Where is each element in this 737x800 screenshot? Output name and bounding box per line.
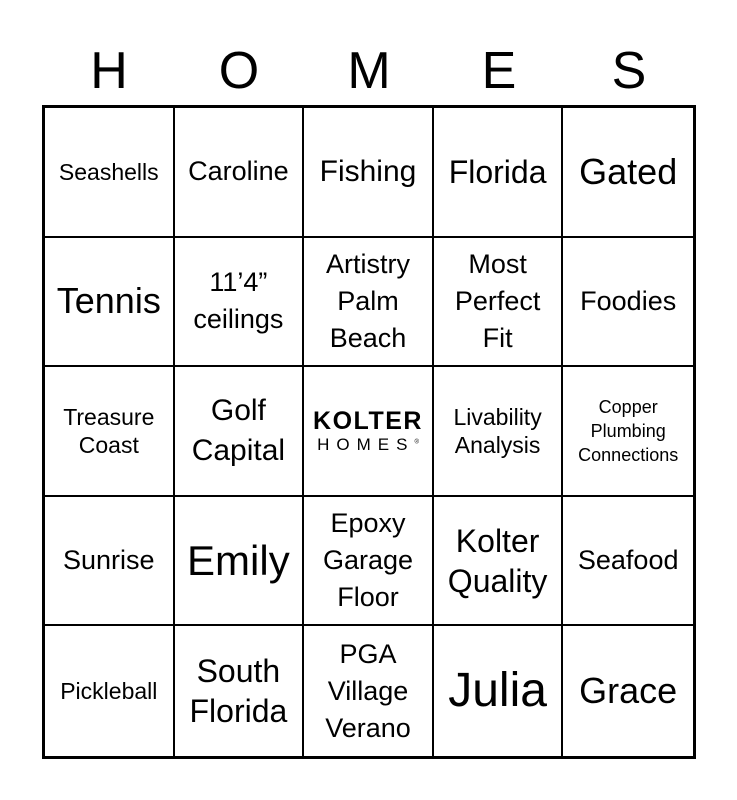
cell-text: Epoxy Garage Floor <box>322 508 414 613</box>
cell-text: Foodies <box>580 285 677 316</box>
bingo-cell-r4c3[interactable] <box>304 497 434 627</box>
logo-line-homes <box>317 436 419 453</box>
bingo-cell-r3c1[interactable] <box>45 367 175 497</box>
bingo-cell-r3c5[interactable] <box>563 367 693 497</box>
bingo-cell-r5c5[interactable] <box>563 626 693 756</box>
bingo-cell-r2c5[interactable] <box>563 238 693 368</box>
cell-text: Fishing <box>319 154 417 188</box>
bingo-cell-r5c4[interactable] <box>434 626 564 756</box>
bingo-cell-r2c2[interactable] <box>175 238 305 368</box>
cell-text: Pickleball <box>60 678 158 705</box>
logo-homes-text: HOMES <box>317 434 415 454</box>
registered-mark: ® <box>414 439 419 446</box>
bingo-cell-r1c4[interactable] <box>434 108 564 238</box>
cell-text: Livability Analysis <box>453 403 542 458</box>
cell-text: Julia <box>448 664 547 718</box>
cell-text: Seafood <box>577 545 679 576</box>
cell-text: Sunrise <box>63 545 155 576</box>
bingo-cell-r4c1[interactable] <box>45 497 175 627</box>
cell-text: Artistry Palm Beach <box>325 248 410 353</box>
cell-text: Golf Capital <box>191 393 286 467</box>
header-letter-m: M <box>347 42 391 100</box>
bingo-cell-r2c1[interactable] <box>45 238 175 368</box>
kolter-homes-logo <box>313 406 423 454</box>
bingo-cell-r4c2[interactable] <box>175 497 305 627</box>
cell-text: Florida <box>448 153 547 190</box>
bingo-cell-r1c5[interactable] <box>563 108 693 238</box>
cell-text: Emily <box>187 536 290 584</box>
bingo-cell-r4c5[interactable] <box>563 497 693 627</box>
bingo-cell-r5c1[interactable] <box>45 626 175 756</box>
header-letter-o: O <box>218 42 260 100</box>
header-letter-h: H <box>90 42 128 100</box>
bingo-board <box>42 105 696 759</box>
cell-text: Seashells <box>58 158 159 185</box>
cell-text: Grace <box>579 670 678 712</box>
bingo-header <box>44 38 694 104</box>
bingo-cell-r2c4[interactable] <box>434 238 564 368</box>
bingo-cell-r2c3[interactable] <box>304 238 434 368</box>
header-letter-s: S <box>611 42 647 100</box>
cell-text: Caroline <box>188 156 289 187</box>
bingo-cell-r5c2[interactable] <box>175 626 305 756</box>
cell-text: Copper Plumbing Connections <box>578 396 679 465</box>
cell-text: South Florida <box>189 653 288 730</box>
cell-text: Kolter Quality <box>447 522 548 599</box>
bingo-cell-r4c4[interactable] <box>434 497 564 627</box>
header-letter-e: E <box>481 42 517 100</box>
logo-line-kolter: KOLTER <box>313 406 423 435</box>
bingo-cell-r5c3[interactable] <box>304 626 434 756</box>
cell-text: Treasure Coast <box>63 403 155 458</box>
cell-text: Most Perfect Fit <box>454 248 541 353</box>
bingo-cell-r3c4[interactable] <box>434 367 564 497</box>
bingo-cell-free-space[interactable] <box>304 367 434 497</box>
bingo-cell-r3c2[interactable] <box>175 367 305 497</box>
bingo-cell-r1c3[interactable] <box>304 108 434 238</box>
cell-text: 11’4” ceilings <box>193 267 284 335</box>
cell-text: Gated <box>579 150 678 192</box>
bingo-cell-r1c1[interactable] <box>45 108 175 238</box>
cell-text: Tennis <box>56 280 161 322</box>
cell-text: PGA Village Verano <box>325 638 411 743</box>
bingo-cell-r1c2[interactable] <box>175 108 305 238</box>
